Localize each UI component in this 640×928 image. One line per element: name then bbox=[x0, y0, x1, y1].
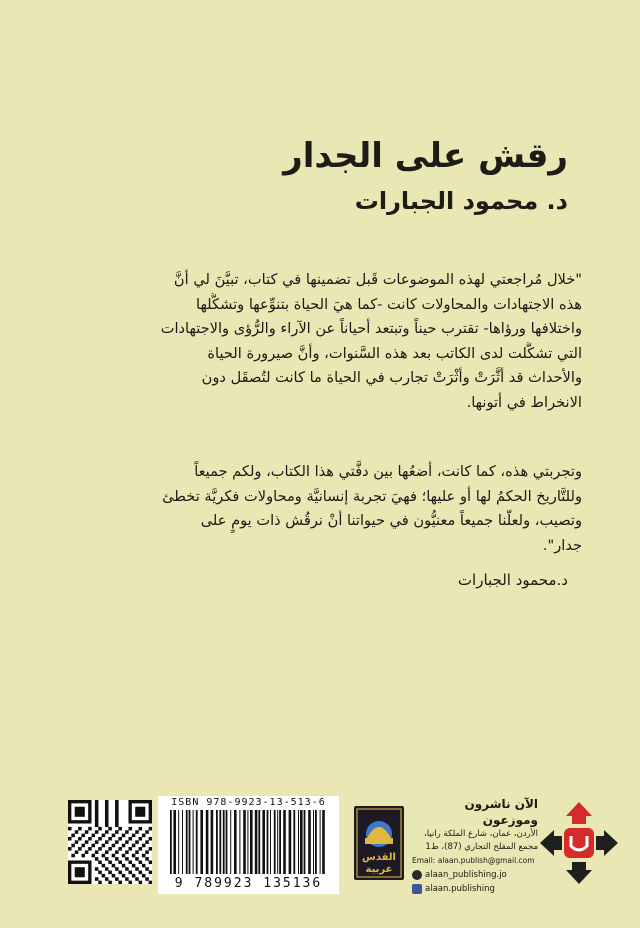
barcode-bars bbox=[168, 810, 328, 874]
isbn-number: 9 789923 135136 bbox=[174, 876, 323, 891]
blurb-line: وتصيب، ولعلَّنا جميعاً معنيُّون في حيواتنا أنْ نرقُش ذات يومٍ على bbox=[200, 512, 582, 529]
book-author: د. محمود الجبارات bbox=[354, 187, 568, 215]
imprint-logo bbox=[354, 806, 404, 880]
publisher-email[interactable]: Email: alaan.publish@gmail.com bbox=[412, 856, 535, 865]
blurb-line: والأحداث قد أثَّرَتْ وأثْرَتْ تجارب في الحياة ما كانت لتُصقَل دون bbox=[201, 369, 582, 386]
blurb-line: وللتَّاريخ الحكمُ لها أو عليها؛ فهيَ تجربة إنسانيَّة ومحاولات فكريَّة تخطئ bbox=[162, 487, 582, 505]
imprint-logo-text: القدس عربية bbox=[362, 852, 396, 875]
publisher-address-1: الأردن، عمان، شارع الملكة رانيا، bbox=[423, 829, 538, 839]
facebook-handle: alaan.publishing bbox=[425, 884, 495, 894]
signature: د.محمود الجبارات bbox=[457, 571, 568, 589]
blurb-line: هذه الاجتهادات والمحاولات كانت -كما هيَ الحياة بتنوِّعها وتشكُّلها bbox=[196, 295, 582, 313]
blurb-paragraph-2 bbox=[66, 460, 582, 558]
publisher-logo-icon bbox=[538, 800, 620, 886]
blurb-line: التي تشكَّلت لدى الكاتب بعد هذه السَّنوات، وأنَّ صيرورة الحياة bbox=[207, 344, 582, 362]
book-title: رقش على الجدار bbox=[283, 136, 568, 176]
publisher-info bbox=[412, 796, 538, 896]
blurb-line: جدار". bbox=[542, 536, 582, 554]
facebook-icon bbox=[412, 884, 422, 894]
publisher-name: الآن ناشرون وموزعون bbox=[464, 797, 538, 827]
instagram-row[interactable] bbox=[412, 868, 538, 882]
blurb-paragraph-1 bbox=[66, 268, 582, 415]
isbn-label: ISBN 978-9923-13-513-6 bbox=[171, 797, 326, 808]
qr-code[interactable] bbox=[68, 800, 152, 884]
blurb-line: واختلافها ورؤاها- تقترب حيناً وتبتعد أحياناً عن الآراء والرُّؤى والاجتهادات bbox=[160, 320, 582, 337]
blurb-line: وتجربتي هذه، كما كانت، أضعُها بين دفَّتي هذا الكتاب، ولكم جميعاً bbox=[194, 463, 582, 480]
isbn-barcode bbox=[158, 796, 339, 894]
blurb-line: "خلال مُراجعتي لهذه الموضوعات قَبل تضمينها في كتاب، تبيَّنَ لي أنَّ bbox=[173, 271, 582, 288]
instagram-icon bbox=[412, 870, 422, 880]
publisher-address-2: مجمع المفلح التجاري (87)، ط1 bbox=[425, 842, 538, 852]
facebook-row[interactable] bbox=[412, 882, 538, 896]
qr-code-graphic bbox=[68, 800, 152, 884]
blurb-line: الانخراط في أتونها. bbox=[466, 393, 582, 411]
instagram-handle: alaan_publishing.jo bbox=[425, 870, 507, 880]
